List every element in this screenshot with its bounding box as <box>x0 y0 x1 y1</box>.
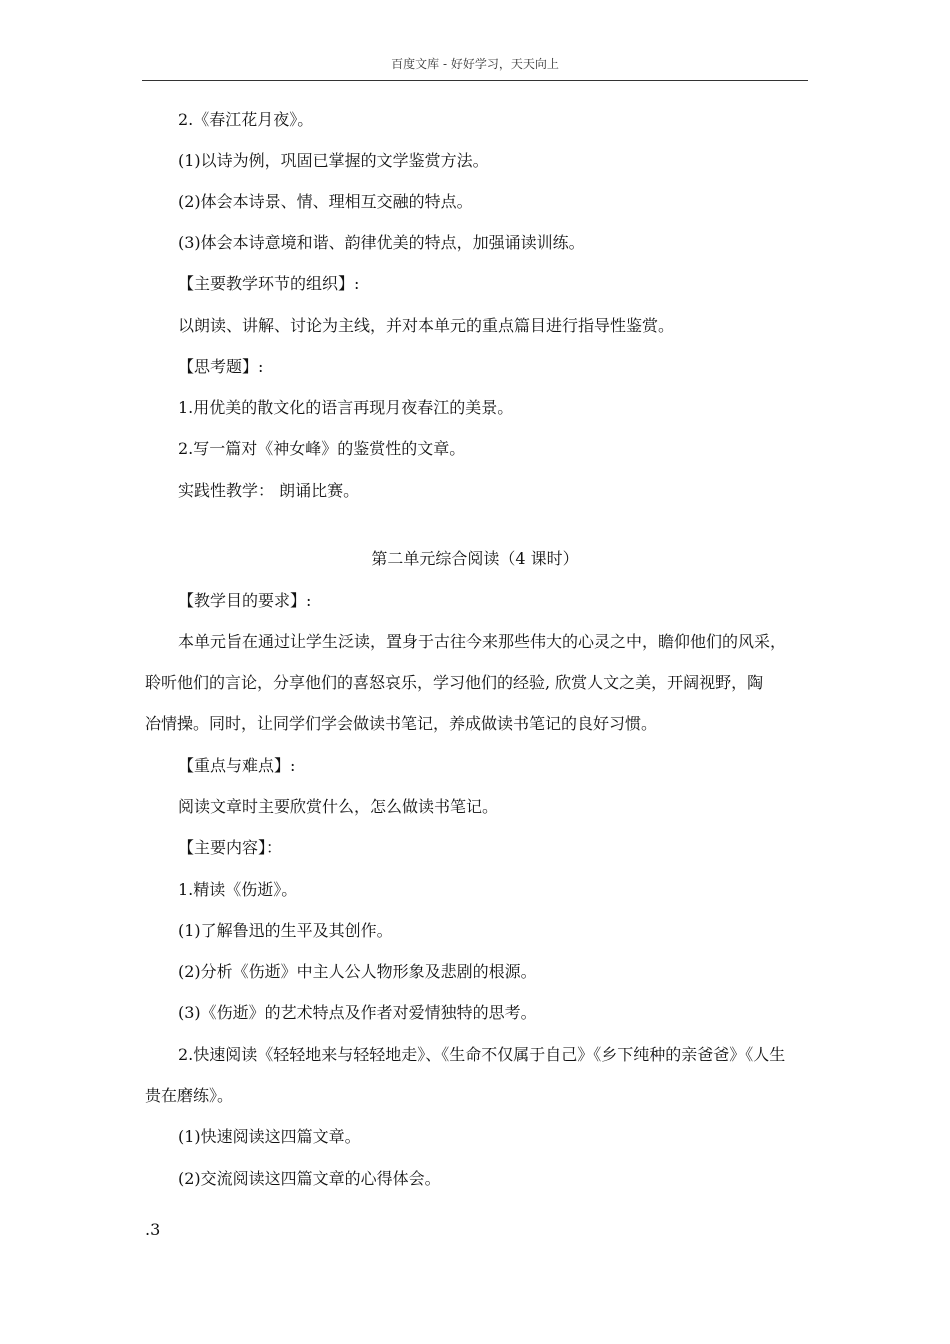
paragraph: 以朗读、讲解、讨论为主线，并对本单元的重点篇目进行指导性鉴赏。 <box>178 316 675 335</box>
list-item: 1.用优美的散文化的语言再现月夜春江的美景。 <box>178 398 514 417</box>
list-item: 1.精读《伤逝》。 <box>178 880 298 899</box>
section-heading: 【教学目的要求】: <box>178 591 312 610</box>
unit-title: 第二单元综合阅读（4 课时） <box>371 549 579 568</box>
list-item: (1)快速阅读这四篇文章。 <box>178 1127 361 1146</box>
list-item: (2)体会本诗景、情、理相互交融的特点。 <box>178 192 473 211</box>
list-item-continued: 贵在磨练》。 <box>145 1086 234 1105</box>
list-item: (2)分析《伤逝》中主人公人物形象及悲剧的根源。 <box>178 962 537 981</box>
paragraph: 实践性教学： 朗诵比赛。 <box>178 481 360 500</box>
list-item: (3)体会本诗意境和谐、韵律优美的特点，加强诵读训练。 <box>178 233 585 252</box>
list-item: (1)以诗为例，巩固已掌握的文学鉴赏方法。 <box>178 151 489 170</box>
section-heading: 【主要教学环节的组织】: <box>178 274 360 293</box>
paragraph-line: 聆听他们的言论，分享他们的喜怒哀乐，学习他们的经验, 欣赏人文之美，开阔视野，陶 <box>145 673 764 692</box>
list-item: (3)《伤逝》的艺术特点及作者对爱情独特的思考。 <box>178 1003 537 1022</box>
list-item: 2.《春江花月夜》。 <box>178 110 314 129</box>
page-number: .3 <box>145 1220 161 1239</box>
paragraph: 阅读文章时主要欣赏什么，怎么做读书笔记。 <box>178 797 499 816</box>
page-header: 百度文库 - 好好学习，天天向上 <box>142 58 808 81</box>
list-item: 2.写一篇对《神女峰》的鉴赏性的文章。 <box>178 439 466 458</box>
section-heading: 【思考题】: <box>178 357 264 376</box>
list-item: (1)了解鲁迅的生平及其创作。 <box>178 921 393 940</box>
list-item: (2)交流阅读这四篇文章的心得体会。 <box>178 1169 441 1188</box>
section-heading: 【重点与难点】: <box>178 756 296 775</box>
paragraph-line: 冶情操。同时，让同学们学会做读书笔记，养成做读书笔记的良好习惯。 <box>145 714 658 733</box>
section-heading: 【主要内容】： <box>178 838 283 857</box>
paragraph-line: 本单元旨在通过让学生泛读，置身于古往今来那些伟大的心灵之中，瞻仰他们的风采， <box>178 632 787 651</box>
list-item: 2.快速阅读《轻轻地来与轻轻地走》、《生命不仅属于自己》《乡下纯种的亲爸爸》《人生 <box>178 1045 786 1064</box>
